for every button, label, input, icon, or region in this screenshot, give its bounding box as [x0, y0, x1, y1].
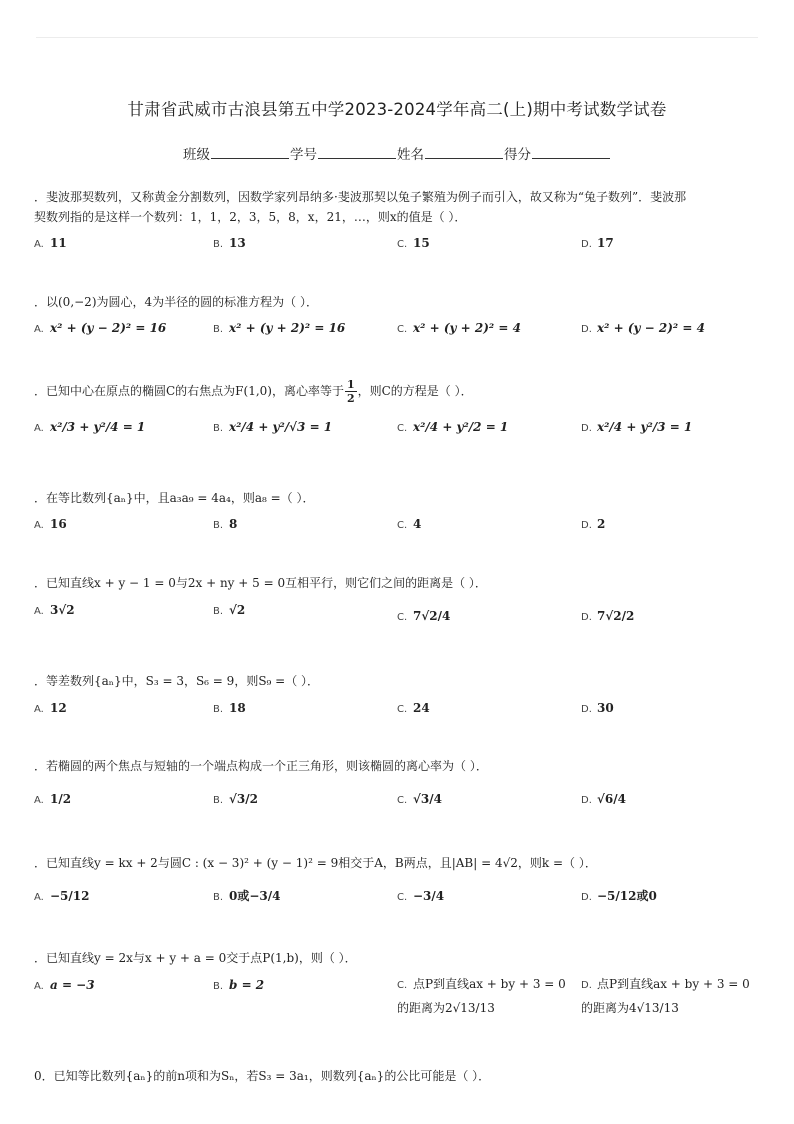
question-5-option-d[interactable]: D. 7√2/2 [581, 609, 635, 623]
question-5-option-a[interactable]: A. 3√2 [34, 603, 75, 617]
question-2-option-d[interactable]: D. x² + (y − 2)² = 4 [581, 321, 705, 335]
question-1-option-d[interactable]: D. 17 [581, 231, 614, 257]
question-6-option-a[interactable]: A. 12 [34, 701, 67, 715]
question-1-stem-line1: ．斐波那契数列，又称黄金分割数列，因数学家列昂纳多·斐波那契以兔子繁殖为例子而引入，故又称为“兔子数列”．斐波那 [34, 190, 687, 204]
question-1-option-a[interactable]: A. 11 [34, 231, 67, 257]
question-1-option-b[interactable]: B. 13 [213, 231, 246, 257]
question-1-stem-line2: 契数列指的是这样一个数列：1，1，2，3，5，8，x，21，…，则x的值是（ ）． [34, 210, 467, 224]
question-2-option-c[interactable]: C. x² + (y + 2)² = 4 [397, 321, 521, 335]
question-8-stem: ．已知直线y = kx + 2与圆C : (x − 3)² + (y − 1)² = 9相交于A，B两点，且|AB| = 4√2，则k =（ ）． [34, 856, 597, 870]
question-7-stem: ．若椭圆的两个焦点与短轴的一个端点构成一个正三角形，则该椭圆的离心率为（ ）． [34, 759, 488, 773]
name-label: 姓名 [397, 147, 424, 163]
question-4-option-d[interactable]: D. 2 [581, 517, 606, 531]
option-label: A. [34, 239, 44, 250]
question-7-option-a[interactable]: A. 1/2 [34, 792, 72, 806]
question-1-option-c[interactable]: C. 15 [397, 231, 430, 257]
question-3-stem: ．已知中心在原点的椭圆C的右焦点为F(1,0)，离心率等于 $\frac{1}{2}$ ，则C的方程是（ ）． [34, 378, 473, 405]
page-title: 甘肃省武威市古浪县第五中学2023-2024学年高二(上)期中考试数学试卷 [127, 100, 667, 119]
question-4-option-a[interactable]: A. 16 [34, 517, 67, 531]
question-7-option-b[interactable]: B. √3/2 [213, 792, 258, 806]
question-3-option-a[interactable]: A. x²/3 + y²/4 = 1 [34, 420, 146, 434]
student-id-field[interactable] [318, 146, 396, 159]
question-3-option-b[interactable]: B. x²/4 + y²/√3 = 1 [213, 420, 333, 434]
question-5-option-c[interactable]: C. 7√2/4 [397, 609, 451, 623]
option-label: B. [213, 239, 224, 250]
question-3-option-d[interactable]: D. x²/4 + y²/3 = 1 [581, 420, 693, 434]
question-5-stem: ．已知直线x + y − 1 = 0与2x + ny + 5 = 0互相平行，则它们之间的距离是（ ）． [34, 576, 487, 590]
question-6-option-b[interactable]: B. 18 [213, 701, 246, 715]
student-id-label: 学号 [290, 147, 317, 163]
question-7-option-d[interactable]: D. √6/4 [581, 792, 626, 806]
question-8-option-c[interactable]: C. −3/4 [397, 889, 445, 903]
question-8-option-d[interactable]: D. −5/12或0 [581, 889, 657, 903]
question-6-stem: ．等差数列{aₙ}中，S₃ = 3，S₆ = 9，则S₉ =（ ）． [34, 674, 320, 688]
question-9-option-d[interactable]: D. 点P到直线ax + by + 3 = 0的距离为4√13/13 [581, 977, 750, 1015]
question-8-option-a[interactable]: A. −5/12 [34, 889, 90, 903]
question-4-option-c[interactable]: C. 4 [397, 517, 422, 531]
question-2-option-b[interactable]: B. x² + (y + 2)² = 16 [213, 321, 346, 335]
question-9-stem: ．已知直线y = 2x与x + y + a = 0交于点P(1,b)，则（ ）． [34, 951, 357, 965]
top-divider [36, 37, 758, 38]
option-label: C. [397, 239, 408, 250]
name-field[interactable] [425, 146, 503, 159]
question-3-option-c[interactable]: C. x²/4 + y²/2 = 1 [397, 420, 509, 434]
question-10-stem: 0．已知等比数列{aₙ}的前n项和为Sₙ，若S₃ = 3a₁，则数列{aₙ}的公比可能是（ ）． [34, 1069, 491, 1083]
eccentricity-fraction: $\frac{1}{2}$ [346, 378, 355, 405]
score-field[interactable] [532, 146, 610, 159]
question-7-option-c[interactable]: C. √3/4 [397, 792, 442, 806]
question-6-option-d[interactable]: D. 30 [581, 701, 614, 715]
option-label: D. [581, 239, 592, 250]
class-field[interactable] [211, 146, 289, 159]
question-6-option-c[interactable]: C. 24 [397, 701, 430, 715]
student-info-line [0, 143, 794, 163]
class-label: 班级 [183, 147, 210, 163]
question-4-option-b[interactable]: B. 8 [213, 517, 238, 531]
score-label: 得分 [504, 147, 531, 163]
question-2-option-a[interactable]: A. x² + (y − 2)² = 16 [34, 321, 167, 335]
question-9-option-b[interactable]: B. b = 2 [213, 978, 265, 992]
question-9-option-c[interactable]: C. 点P到直线ax + by + 3 = 0的距离为2√13/13 [397, 977, 566, 1015]
question-2-stem: ．以(0,−2)为圆心，4为半径的圆的标准方程为（ ）． [34, 295, 318, 309]
question-4-stem: ．在等比数列{aₙ}中，且a₃a₉ = 4a₄，则a₈ =（ ）． [34, 491, 315, 505]
question-5-option-b[interactable]: B. √2 [213, 603, 246, 617]
question-8-option-b[interactable]: B. 0或−3/4 [213, 889, 281, 903]
question-9-option-a[interactable]: A. a = −3 [34, 978, 95, 992]
